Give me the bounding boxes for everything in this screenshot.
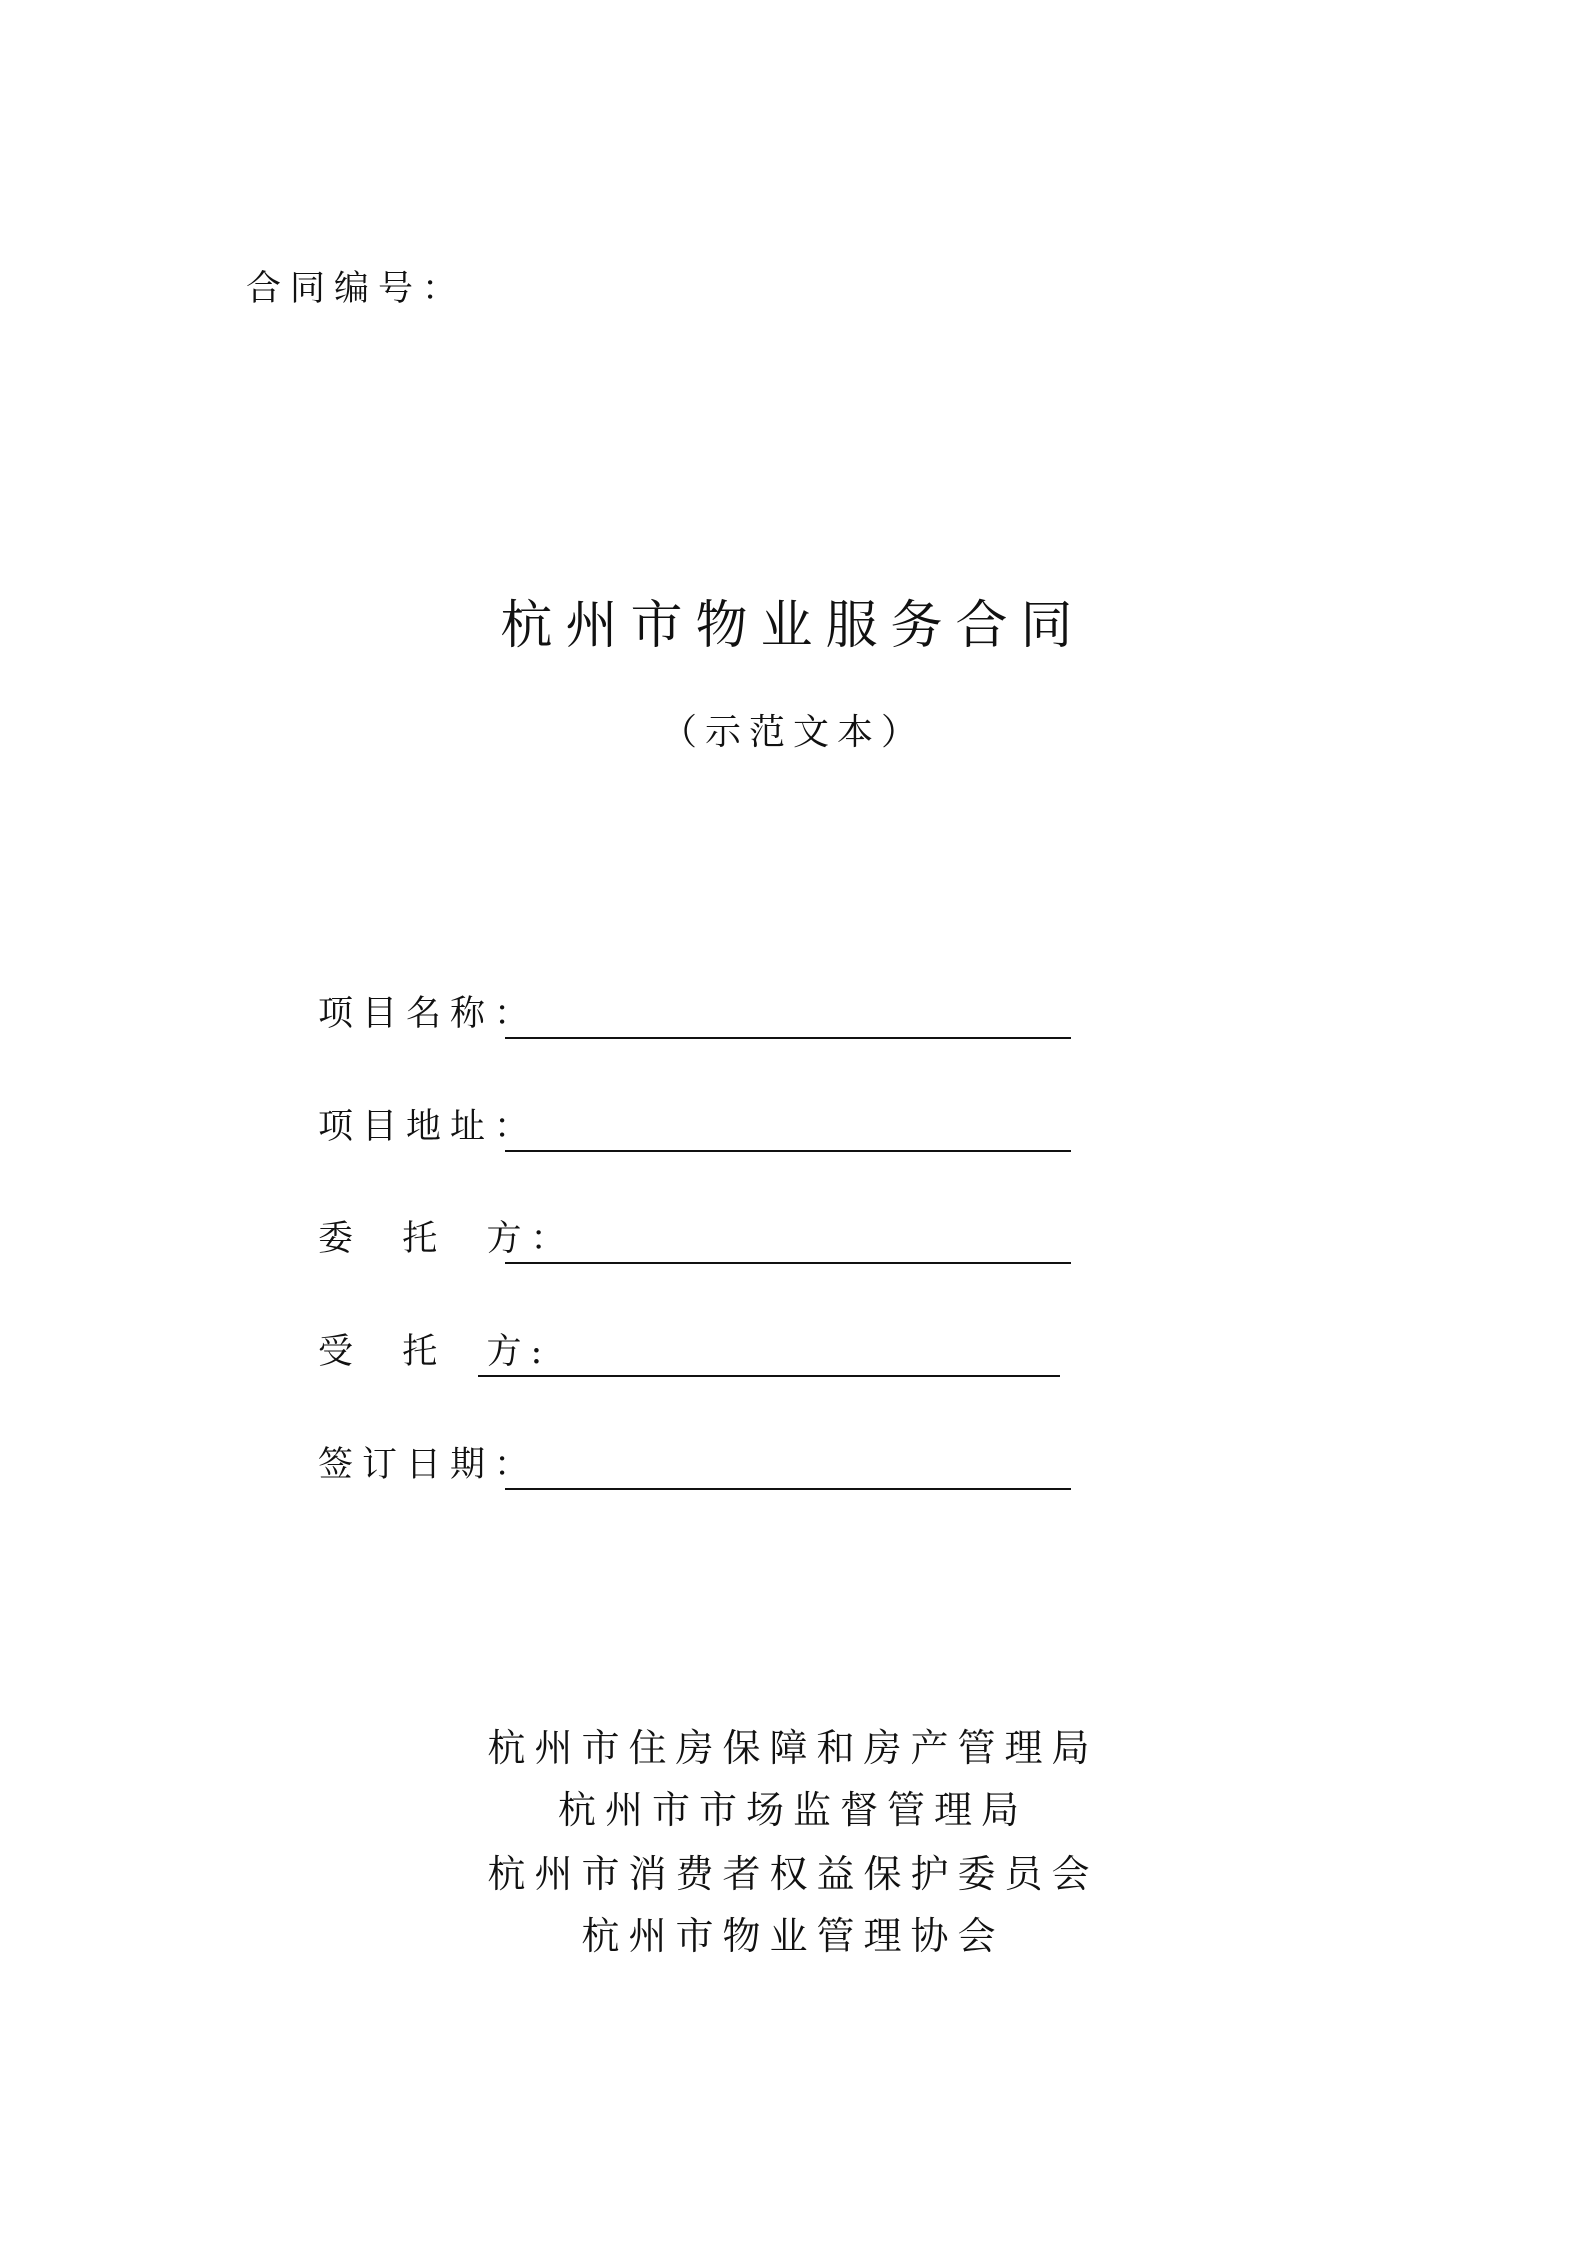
issuer-property-management-association: 杭州市物业管理协会: [581, 1914, 1005, 1958]
field-signing-date-label: 签订日期：: [318, 1445, 539, 1485]
field-contractor-label: 受 托 方:: [318, 1332, 552, 1372]
issuer-housing-bureau: 杭州市住房保障和房产管理局: [487, 1726, 1099, 1770]
issuer-consumer-protection-committee: 杭州市消费者权益保护委员会: [487, 1852, 1099, 1896]
field-project-name-label: 项目名称：: [318, 994, 539, 1034]
field-signing-date-line[interactable]: [505, 1488, 1071, 1490]
field-client-label: 委 托 方：: [318, 1219, 575, 1259]
issuer-market-supervision-bureau: 杭州市市场监督管理局: [557, 1788, 1028, 1832]
document-subtitle: （示范文本）: [660, 712, 925, 753]
contract-number-label: 合同编号：: [246, 269, 467, 309]
field-contractor-line[interactable]: [478, 1375, 1060, 1377]
field-project-address-line[interactable]: [505, 1150, 1071, 1152]
field-project-name-line[interactable]: [505, 1037, 1071, 1039]
field-project-address-label: 项目地址：: [318, 1107, 539, 1147]
document-title: 杭州市物业服务合同: [500, 596, 1086, 656]
field-client-line[interactable]: [505, 1262, 1071, 1264]
